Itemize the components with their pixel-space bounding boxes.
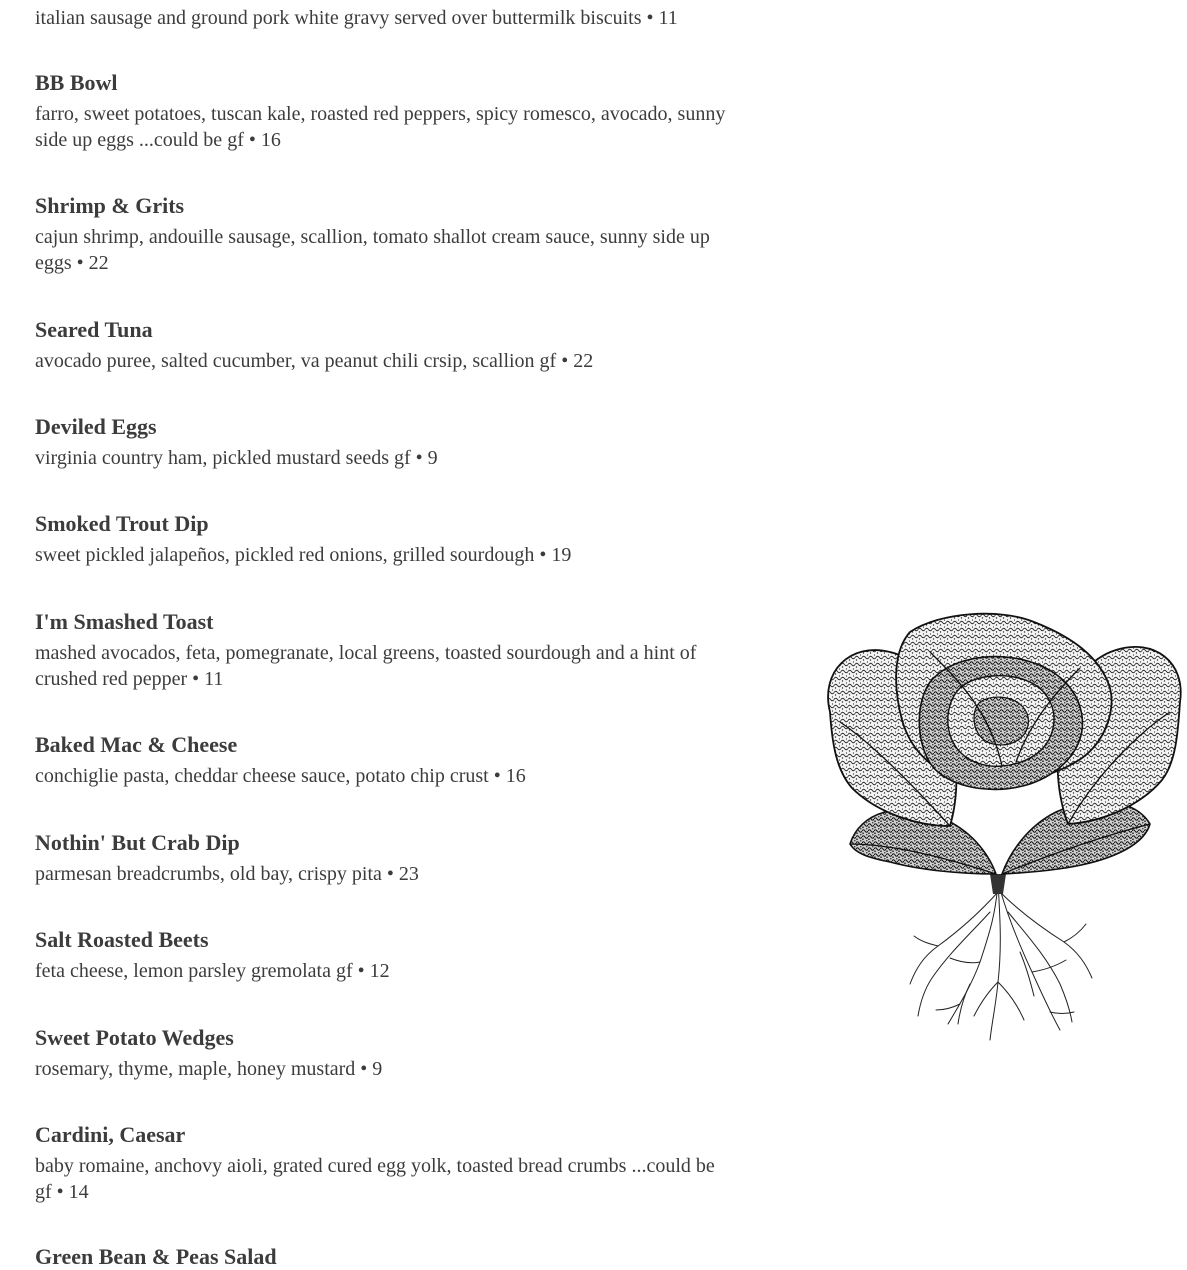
menu-item-description: sweet pickled jalapeños, pickled red onions, grilled sourdough • 19 — [35, 544, 572, 566]
menu-item-name: Nothin' But Crab Dip — [35, 830, 240, 855]
menu-item-baked-mac-cheese — [35, 732, 735, 789]
menu-item-description: rosemary, thyme, maple, honey mustard • 9 — [35, 1058, 383, 1080]
menu-item-description: conchiglie pasta, cheddar cheese sauce, potato chip crust • 16 — [35, 765, 526, 787]
menu-item-name: Smoked Trout Dip — [35, 511, 209, 536]
menu-item-name: Salt Roasted Beets — [35, 927, 209, 952]
menu-item-description: parmesan breadcrumbs, old bay, crispy pita • 23 — [35, 863, 419, 885]
menu-item-name: Shrimp & Grits — [35, 193, 185, 218]
menu-item-description: farro, sweet potatoes, tuscan kale, roasted red peppers, spicy romesco, avocado, sunny side up eggs ...could be gf • 16 — [35, 103, 726, 151]
menu-item-crab-dip — [35, 830, 735, 887]
menu-item-shrimp-grits — [35, 193, 735, 276]
menu-item-description: mashed avocados, feta, pomegranate, local greens, toasted sourdough and a hint of crushed red pepper • 11 — [35, 642, 697, 690]
menu-item-name: I'm Smashed Toast — [35, 609, 214, 634]
cabbage-icon — [820, 612, 1187, 1044]
menu-item-description: italian sausage and ground pork white gravy served over buttermilk biscuits • 11 — [35, 7, 678, 29]
menu-item-seared-tuna — [35, 317, 735, 374]
menu-item-cardini-caesar — [35, 1122, 735, 1205]
menu-item-description: baby romaine, anchovy aioli, grated cured egg yolk, toasted bread crumbs ...could be gf • 14 — [35, 1155, 715, 1203]
menu-item-smoked-trout-dip — [35, 511, 735, 568]
menu-item-name: Cardini, Caesar — [35, 1122, 186, 1147]
menu-item-sweet-potato-wedges — [35, 1025, 735, 1082]
menu-item-green-bean-peas-salad — [35, 1244, 735, 1270]
menu-item-description: avocado puree, salted cucumber, va peanut chili crsip, scallion gf • 22 — [35, 350, 594, 372]
menu-item-name: Baked Mac & Cheese — [35, 732, 238, 757]
menu-item-name: Sweet Potato Wedges — [35, 1025, 234, 1050]
menu-item-description: virginia country ham, pickled mustard seeds gf • 9 — [35, 447, 438, 469]
menu-item-bb-bowl — [35, 70, 735, 153]
menu-item-name: Deviled Eggs — [35, 414, 157, 439]
menu-item-name: BB Bowl — [35, 70, 118, 95]
menu-item-description: cajun shrimp, andouille sausage, scallion, tomato shallot cream sauce, sunny side up eggs • 22 — [35, 226, 710, 274]
menu-item-smashed-toast — [35, 609, 735, 692]
menu-item-description: feta cheese, lemon parsley gremolata gf • 12 — [35, 960, 390, 982]
menu-item-salt-roasted-beets — [35, 927, 735, 984]
menu-item-name: Green Bean & Peas Salad — [35, 1244, 277, 1269]
menu-item-name: Seared Tuna — [35, 317, 153, 342]
menu-item-deviled-eggs — [35, 414, 735, 471]
